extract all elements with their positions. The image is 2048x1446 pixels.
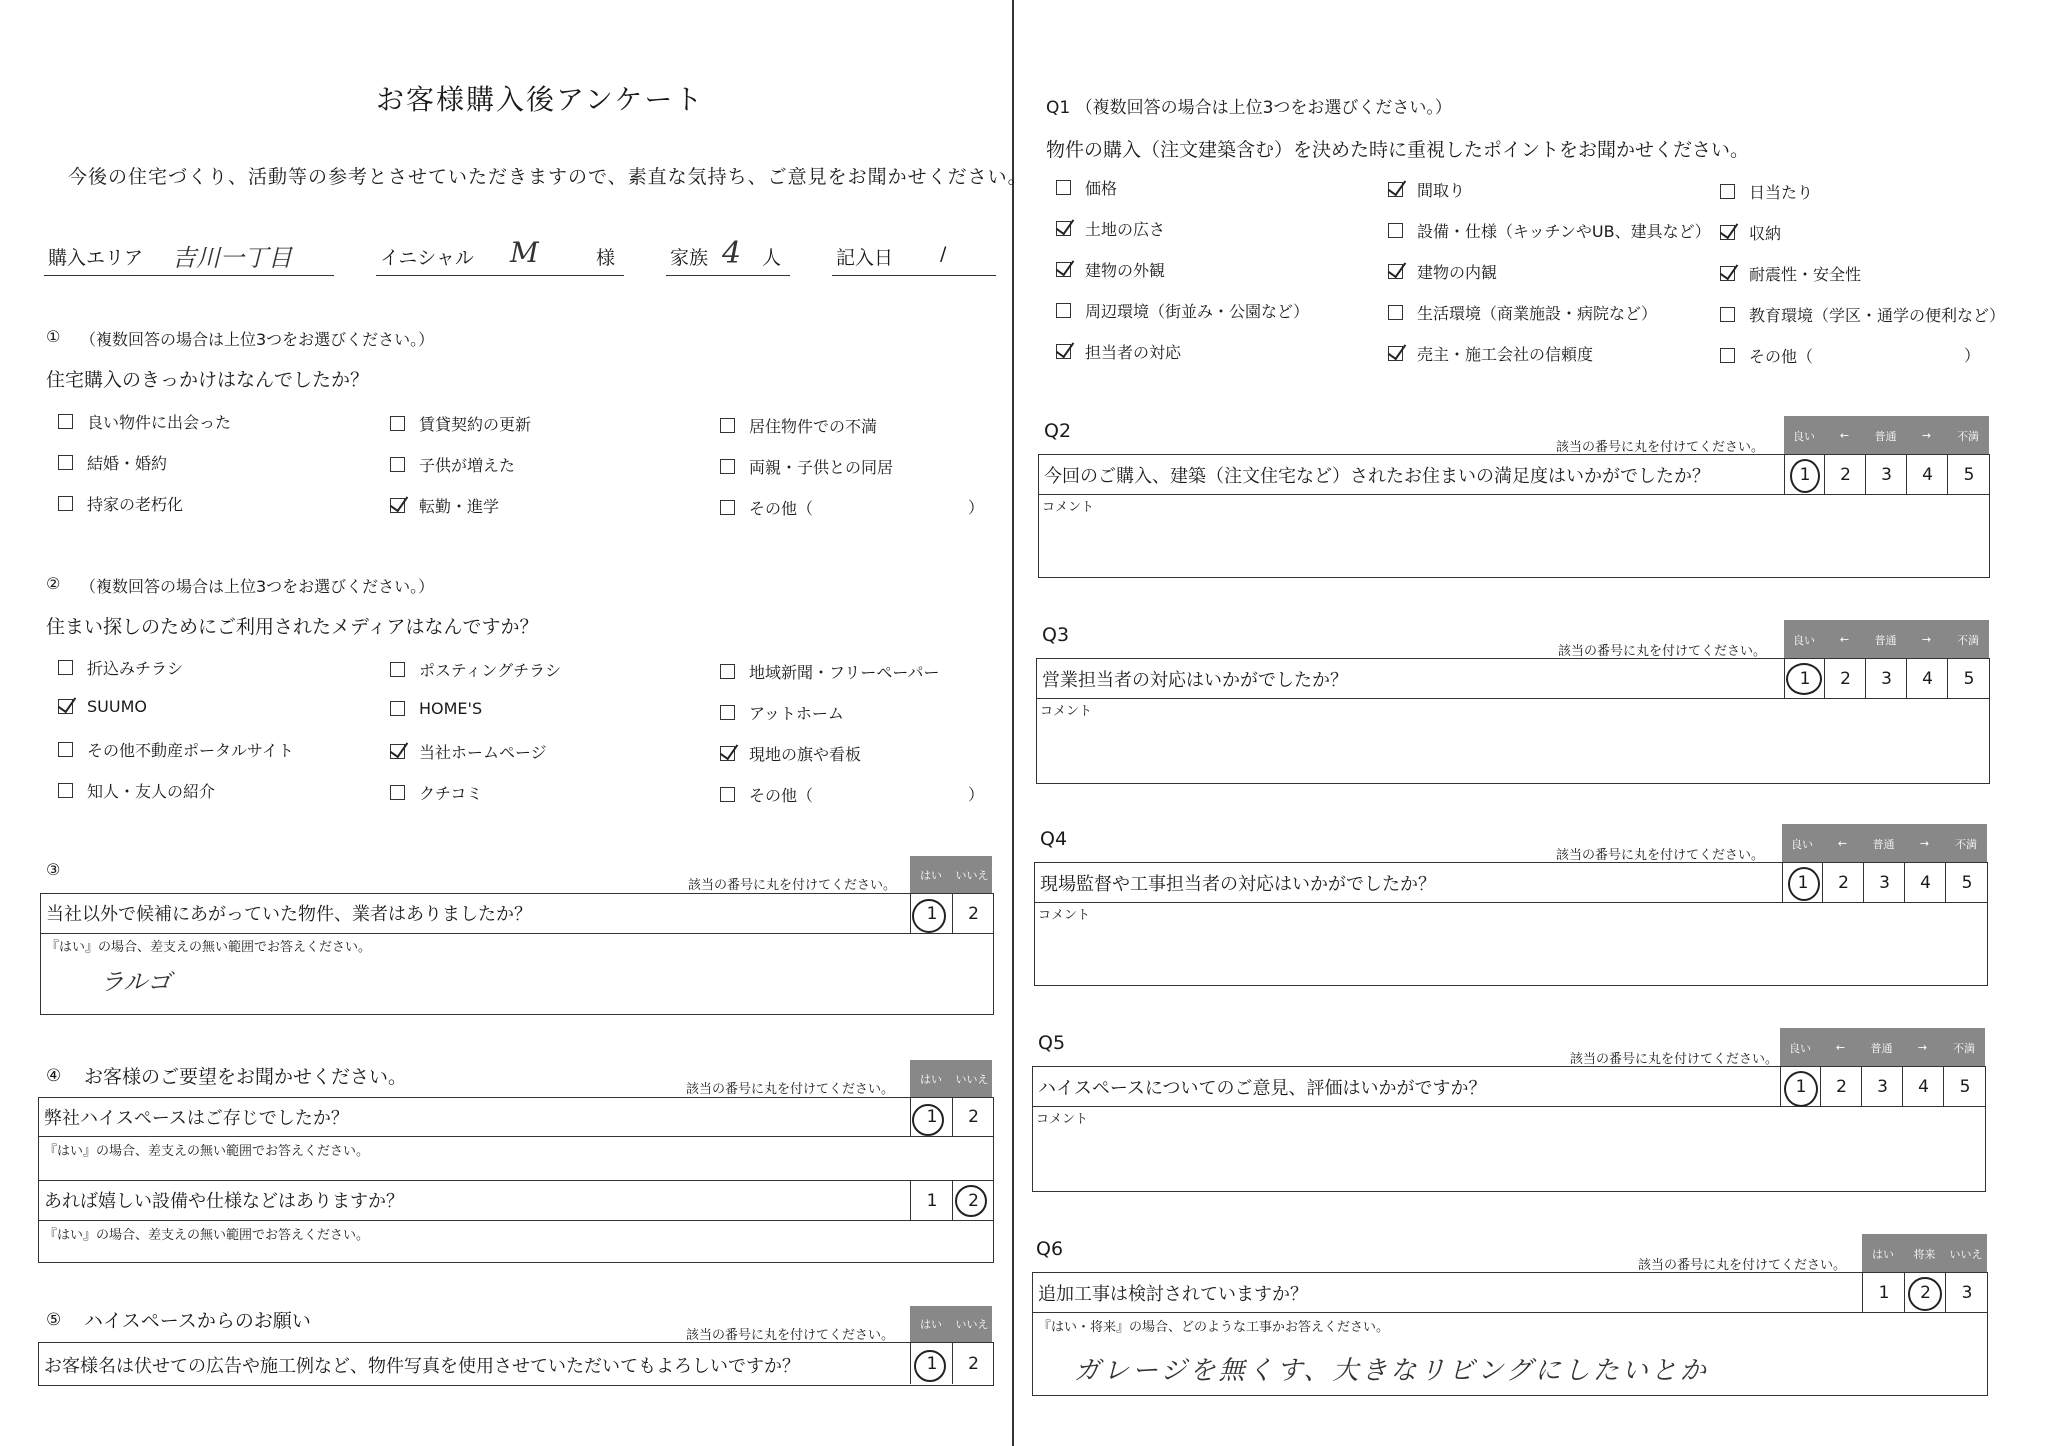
s5-number: ⑤ <box>46 1310 62 1330</box>
s4-row-divider-2 <box>38 1180 994 1181</box>
checkbox-icon[interactable] <box>390 785 405 800</box>
checkbox-icon[interactable] <box>1720 307 1735 322</box>
q5-choice-1[interactable]: 1 <box>1780 1067 1821 1106</box>
date-label: 記入日 <box>836 247 894 269</box>
q2-header-good: 良い <box>1784 416 1825 455</box>
area-value[interactable]: 吉川一丁目 <box>172 244 292 272</box>
checkbox-icon[interactable] <box>720 500 735 515</box>
q5-header-normal: 普通 <box>1861 1028 1903 1067</box>
q2-header-bad: 不満 <box>1947 416 1989 455</box>
q4-hint: 該当の番号に丸を付けてください。 <box>1556 848 1765 863</box>
q5-comment-label: コメント <box>1036 1112 1089 1127</box>
q5-selected-circle <box>1784 1071 1818 1107</box>
date-underline[interactable] <box>832 275 996 276</box>
q4-header-good: 良い <box>1782 824 1823 863</box>
q1-option[interactable]: 収納 <box>1720 221 1781 244</box>
q6-choice-3[interactable]: 3 <box>1945 1273 1988 1312</box>
checkbox-icon[interactable] <box>720 787 735 802</box>
s2-option[interactable]: アットホーム <box>720 701 844 724</box>
s1-option[interactable]: 結婚・婚約 <box>58 451 167 474</box>
checkbox-checked-icon[interactable] <box>1720 225 1735 240</box>
q1-option[interactable]: 日当たり <box>1720 180 1813 203</box>
q5-header-good: 良い <box>1780 1028 1821 1067</box>
q3-header-bad: 不満 <box>1947 620 1989 659</box>
s4-header-no: いいえ <box>952 1060 993 1098</box>
checkbox-checked-icon[interactable] <box>1720 266 1735 281</box>
q1-option[interactable]: 建物の外観 <box>1056 258 1165 281</box>
q2-hint: 該当の番号に丸を付けてください。 <box>1556 440 1765 455</box>
checkbox-checked-icon[interactable] <box>720 746 735 761</box>
s4-q1-choice-1[interactable]: 1 <box>910 1098 953 1136</box>
s3-sub: 『はい』の場合、差支えの無い範囲でお答えください。 <box>46 940 372 955</box>
s2-option[interactable]: その他（ <box>720 783 813 806</box>
s2-option[interactable]: ポスティングチラシ <box>390 658 561 681</box>
s1-note: （複数回答の場合は上位3つをお選びください。） <box>80 330 435 349</box>
q5-header-bad: 不満 <box>1943 1028 1985 1067</box>
q2-question: 今回のご購入、建築（注文住宅など）されたお住まいの満足度はいかがでしたか？ <box>1044 466 1710 487</box>
q2-choice-1[interactable]: 1 <box>1784 455 1825 494</box>
s4-q2-choice-1[interactable]: 1 <box>910 1181 953 1220</box>
q5-question: ハイスペースについてのご意見、評価はいかがですか？ <box>1038 1078 1487 1099</box>
s4-sub1: 『はい』の場合、差支えの無い範囲でお答えください。 <box>44 1144 370 1159</box>
q2-header-arrow-right: → <box>1906 416 1948 455</box>
q3-hint: 該当の番号に丸を付けてください。 <box>1558 644 1767 659</box>
q2-choice-5[interactable]: 5 <box>1947 455 1990 494</box>
q3-selected-circle <box>1786 663 1822 695</box>
checkbox-checked-icon[interactable] <box>58 699 73 714</box>
s5-header-yes: はい <box>910 1306 953 1342</box>
q3-row-divider <box>1036 698 1990 699</box>
q1-option[interactable]: 価格 <box>1056 176 1117 199</box>
s3-number: ③ <box>46 860 61 879</box>
s2-option[interactable]: HOME'S <box>390 699 482 718</box>
q4-choice-5[interactable]: 5 <box>1945 863 1988 902</box>
checkbox-checked-icon[interactable] <box>1388 182 1403 197</box>
s1-option[interactable]: その他（ <box>720 496 813 519</box>
s3-row-divider <box>40 933 994 934</box>
checkbox-icon[interactable] <box>1388 305 1403 320</box>
checkbox-checked-icon[interactable] <box>1388 264 1403 279</box>
q6-header-no: いいえ <box>1945 1234 1987 1273</box>
s5-selected-circle <box>914 1350 946 1382</box>
checkbox-icon[interactable] <box>720 705 735 720</box>
s2-option[interactable]: 現地の旗や看板 <box>720 742 861 765</box>
q3-header-good: 良い <box>1784 620 1825 659</box>
checkbox-icon[interactable] <box>390 457 405 472</box>
s2-note: （複数回答の場合は上位3つをお選びください。） <box>80 577 435 596</box>
initial-underline <box>376 275 624 276</box>
page-divider <box>1012 0 1014 1446</box>
checkbox-checked-icon[interactable] <box>1056 344 1071 359</box>
q4-label: Q4 <box>1040 828 1068 850</box>
s5-hint: 該当の番号に丸を付けてください。 <box>686 1328 895 1343</box>
family-value[interactable]: 4 <box>722 236 742 271</box>
s4-q2: あれば嬉しい設備や仕様などはありますか？ <box>44 1191 404 1212</box>
q2-label: Q2 <box>1044 420 1072 442</box>
s2-option[interactable]: その他不動産ポータルサイト <box>58 738 294 761</box>
q2-row-divider <box>1038 494 1990 495</box>
q6-sub: 『はい・将来』の場合、どのような工事かお答えください。 <box>1038 1320 1390 1335</box>
checkbox-icon[interactable] <box>390 701 405 716</box>
s3-selected-circle <box>912 899 946 933</box>
s5-choice-2[interactable]: 2 <box>952 1343 994 1384</box>
q2-choice-2[interactable]: 2 <box>1824 455 1866 494</box>
q3-question: 営業担当者の対応はいかがでしたか？ <box>1042 670 1348 691</box>
s3-choice-2[interactable]: 2 <box>952 894 994 933</box>
s1-close-paren: ） <box>968 498 985 517</box>
q5-row-divider <box>1032 1106 1986 1107</box>
q1-close-paren: ） <box>1964 346 1981 365</box>
checkbox-checked-icon[interactable] <box>1056 221 1071 236</box>
q1-question: 物件の購入（注文建築含む）を決めた時に重視したポイントをお聞かせください。 <box>1046 139 1750 161</box>
q1-option[interactable]: 建物の内観 <box>1388 260 1497 283</box>
checkbox-checked-icon[interactable] <box>1388 346 1403 361</box>
checkbox-checked-icon[interactable] <box>390 498 405 513</box>
q1-option[interactable]: 担当者の対応 <box>1056 340 1181 363</box>
s4-number: ④ <box>46 1066 62 1086</box>
q3-label: Q3 <box>1042 624 1070 646</box>
checkbox-icon[interactable] <box>720 664 735 679</box>
q6-choice-2[interactable]: 2 <box>1904 1273 1946 1312</box>
s4-row-divider-1 <box>38 1136 994 1137</box>
q4-question: 現場監督や工事担当者の対応はいかがでしたか？ <box>1040 874 1436 895</box>
q5-hint: 該当の番号に丸を付けてください。 <box>1570 1052 1779 1067</box>
checkbox-icon[interactable] <box>58 414 73 429</box>
checkbox-checked-icon[interactable] <box>390 744 405 759</box>
s4-title: お客様のご要望をお聞かせください。 <box>84 1066 408 1088</box>
q5-header-arrow-right: → <box>1902 1028 1944 1067</box>
s5-choice-1[interactable]: 1 <box>910 1343 953 1384</box>
q4-header-normal: 普通 <box>1863 824 1905 863</box>
q3-header-normal: 普通 <box>1865 620 1907 659</box>
q4-header-bad: 不満 <box>1945 824 1987 863</box>
s5-header-no: いいえ <box>952 1306 993 1342</box>
q2-comment-label: コメント <box>1042 500 1095 515</box>
checkbox-icon[interactable] <box>58 742 73 757</box>
q3-comment-label: コメント <box>1040 704 1093 719</box>
s2-question: 住まい探しのためにご利用されたメディアはなんですか？ <box>46 616 539 638</box>
checkbox-icon[interactable] <box>58 496 73 511</box>
s2-close-paren: ） <box>968 785 985 804</box>
checkbox-icon[interactable] <box>720 459 735 474</box>
s3-answer[interactable]: ラルゴ <box>100 968 172 996</box>
q5-choice-2[interactable]: 2 <box>1820 1067 1862 1106</box>
q3-header-arrow-left: ← <box>1824 620 1866 659</box>
q3-choice-4[interactable]: 4 <box>1906 659 1948 698</box>
q1-option[interactable]: 土地の広さ <box>1056 217 1165 240</box>
checkbox-icon[interactable] <box>58 455 73 470</box>
q6-row-divider <box>1032 1312 1988 1313</box>
q2-header-normal: 普通 <box>1865 416 1907 455</box>
s4-header-yes: はい <box>910 1060 953 1098</box>
q1-option[interactable]: 間取り <box>1388 178 1465 201</box>
checkbox-icon[interactable] <box>58 660 73 675</box>
q4-choice-4[interactable]: 4 <box>1904 863 1946 902</box>
q6-header-future: 将来 <box>1904 1234 1946 1273</box>
s2-option[interactable]: 地域新聞・フリーペーパー <box>720 660 940 683</box>
initial-value[interactable]: M <box>510 236 539 269</box>
s4-q1-choice-2[interactable]: 2 <box>952 1098 994 1136</box>
s1-option[interactable]: 子供が増えた <box>390 453 515 476</box>
q4-choice-2[interactable]: 2 <box>1822 863 1864 902</box>
q5-choice-3[interactable]: 3 <box>1861 1067 1903 1106</box>
s4-q2-selected-circle <box>955 1185 987 1217</box>
q4-selected-circle <box>1788 867 1820 901</box>
s2-number: ② <box>46 574 61 593</box>
q5-choice-4[interactable]: 4 <box>1902 1067 1944 1106</box>
q1-head: Q1 （複数回答の場合は上位3つをお選びください。） <box>1046 98 1452 118</box>
q2-choice-4[interactable]: 4 <box>1906 455 1948 494</box>
area-label: 購入エリア <box>48 247 144 269</box>
q3-choice-3[interactable]: 3 <box>1865 659 1907 698</box>
q6-hint: 該当の番号に丸を付けてください。 <box>1638 1258 1847 1273</box>
s3-question: 当社以外で候補にあがっていた物件、業者はありましたか？ <box>46 904 532 925</box>
q4-choice-3[interactable]: 3 <box>1863 863 1905 902</box>
s3-hint: 該当の番号に丸を付けてください。 <box>688 878 897 893</box>
q2-selected-circle <box>1790 459 1820 493</box>
s2-option[interactable]: 知人・友人の紹介 <box>58 779 215 802</box>
family-label: 家族 <box>670 247 709 269</box>
survey-intro: 今後の住宅づくり、活動等の参考とさせていただきますので、素直な気持ち、ご意見をお聞かせください。 <box>68 166 1028 188</box>
s2-option[interactable]: 当社ホームページ <box>390 740 547 763</box>
checkbox-icon[interactable] <box>1056 180 1071 195</box>
s4-q2-choice-2[interactable]: 2 <box>952 1181 994 1220</box>
s1-question: 住宅購入のきっかけはなんでしたか？ <box>46 369 370 391</box>
q6-choice-1[interactable]: 1 <box>1862 1273 1905 1312</box>
q6-selected-circle <box>1908 1277 1942 1311</box>
checkbox-icon[interactable] <box>720 418 735 433</box>
q3-header-arrow-right: → <box>1906 620 1948 659</box>
q6-header-yes: はい <box>1862 1234 1905 1273</box>
s3-header-no: いいえ <box>952 856 993 894</box>
q4-comment-label: コメント <box>1038 908 1091 923</box>
s4-row-divider-3 <box>38 1220 994 1221</box>
q4-choice-1[interactable]: 1 <box>1782 863 1823 902</box>
survey-title: お客様購入後アンケート <box>376 83 705 116</box>
q6-question: 追加工事は検討されていますか？ <box>1038 1284 1308 1305</box>
q4-row-divider <box>1034 902 1988 903</box>
checkbox-icon[interactable] <box>390 662 405 677</box>
checkbox-icon[interactable] <box>1388 223 1403 238</box>
s3-choice-1[interactable]: 1 <box>910 894 953 933</box>
q1-option[interactable]: 教育環境（学区・通学の便利など） <box>1720 303 2005 326</box>
q4-header-arrow-right: → <box>1904 824 1946 863</box>
q6-answer[interactable]: ガレージを無くす、大きなリビングにしたいとか <box>1074 1356 1709 1386</box>
q1-option[interactable]: 設備・仕様（キッチンやUB、建具など） <box>1388 219 1711 242</box>
q1-option[interactable]: 耐震性・安全性 <box>1720 262 1861 285</box>
s1-option[interactable]: 両親・子供との同居 <box>720 455 893 478</box>
s4-q1-selected-circle <box>912 1104 944 1136</box>
date-slash: / <box>940 243 947 265</box>
q5-choice-5[interactable]: 5 <box>1943 1067 1986 1106</box>
q1-option[interactable]: 周辺環境（街並み・公園など） <box>1056 299 1309 322</box>
person-label: 人 <box>762 247 782 269</box>
s3-header-yes: はい <box>910 856 953 894</box>
q1-option[interactable]: 生活環境（商業施設・病院など） <box>1388 301 1657 324</box>
s2-option[interactable]: 折込みチラシ <box>58 656 183 679</box>
q1-option[interactable]: その他（ <box>1720 344 1813 367</box>
family-underline <box>666 275 790 276</box>
s4-sub2: 『はい』の場合、差支えの無い範囲でお答えください。 <box>44 1228 370 1243</box>
s5-title: ハイスペースからのお願い <box>84 1310 311 1332</box>
s5-question: お客様名は伏せての広告や施工例など、物件写真を使用させていただいてもよろしいですか？ <box>44 1356 800 1377</box>
checkbox-icon[interactable] <box>1056 303 1071 318</box>
checkbox-icon[interactable] <box>390 416 405 431</box>
area-underline <box>44 275 334 276</box>
q3-choice-5[interactable]: 5 <box>1947 659 1990 698</box>
s1-number: ① <box>46 327 61 346</box>
checkbox-checked-icon[interactable] <box>1056 262 1071 277</box>
checkbox-icon[interactable] <box>1720 348 1735 363</box>
q5-label: Q5 <box>1038 1032 1066 1054</box>
s1-option[interactable]: 賃貸契約の更新 <box>390 412 531 435</box>
q2-header-arrow-left: ← <box>1824 416 1866 455</box>
q1-option[interactable]: 売主・施工会社の信頼度 <box>1388 342 1593 365</box>
q3-choice-1[interactable]: 1 <box>1784 659 1825 698</box>
q4-header-arrow-left: ← <box>1822 824 1864 863</box>
checkbox-icon[interactable] <box>58 783 73 798</box>
checkbox-icon[interactable] <box>1720 184 1735 199</box>
s4-hint: 該当の番号に丸を付けてください。 <box>686 1082 895 1097</box>
q6-label: Q6 <box>1036 1238 1064 1260</box>
s1-option[interactable]: 持家の老朽化 <box>58 492 183 515</box>
q2-choice-3[interactable]: 3 <box>1865 455 1907 494</box>
s1-option[interactable]: 居住物件での不満 <box>720 414 877 437</box>
s2-option[interactable]: クチコミ <box>390 781 482 804</box>
q5-header-arrow-left: ← <box>1820 1028 1862 1067</box>
s1-option[interactable]: 良い物件に出会った <box>58 410 231 433</box>
s4-q1: 弊社ハイスペースはご存じでしたか？ <box>44 1108 349 1129</box>
s2-option[interactable]: SUUMO <box>58 697 147 716</box>
q3-choice-2[interactable]: 2 <box>1824 659 1866 698</box>
initial-label: イニシャル <box>380 247 474 269</box>
sama-label: 様 <box>596 247 616 269</box>
s1-option[interactable]: 転勤・進学 <box>390 494 499 517</box>
